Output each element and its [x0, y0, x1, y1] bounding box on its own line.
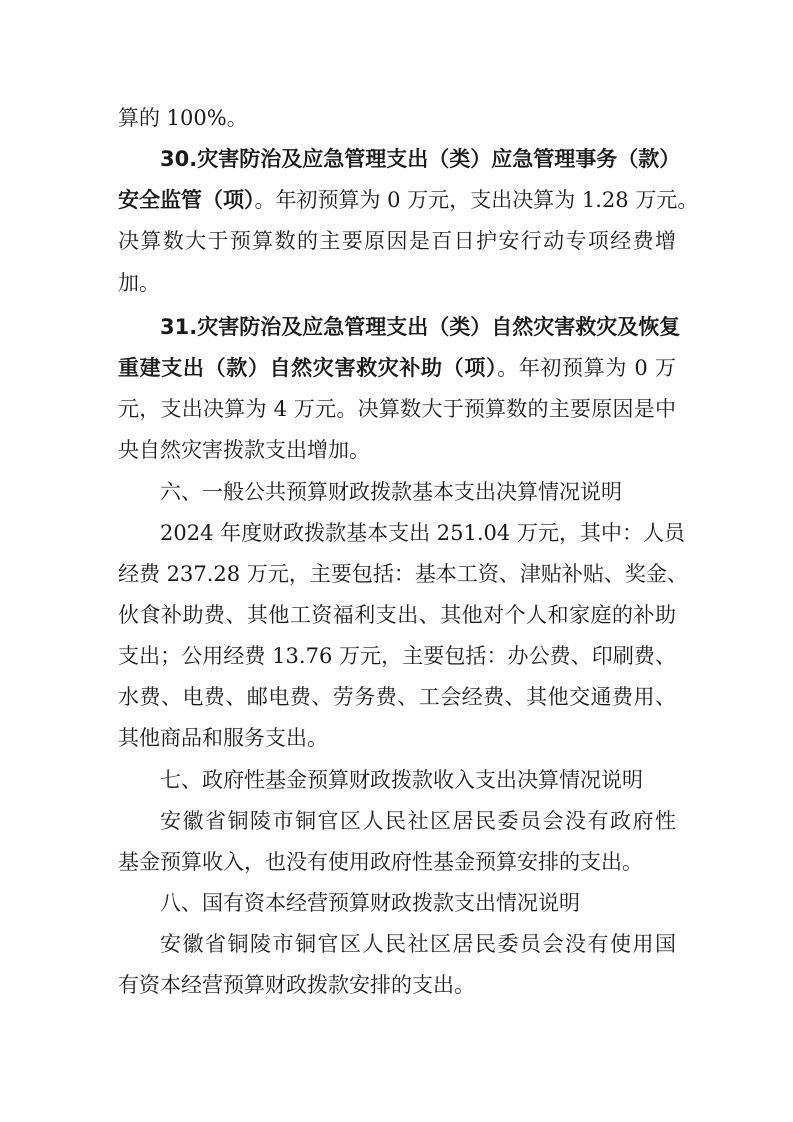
text-line [118, 682, 676, 712]
line-text: 其他商品和服务支出。 [118, 726, 328, 750]
line-text: 基金预算收入，也没有使用政府性基金预算安排的支出。 [118, 850, 643, 874]
bold-heading: 重建支出（款）自然灾害救灾补助（项） [118, 356, 498, 380]
line-text: 安徽省铜陵市铜官区人民社区居民委员会没有政府性 [160, 809, 676, 833]
text-line [118, 600, 676, 630]
text-line [118, 394, 676, 424]
line-text: 算的 100%。 [118, 106, 248, 130]
text-line [160, 518, 685, 548]
line-text: 。年初预算为 0 万 [497, 356, 676, 380]
bold-heading: 30.灾害防治及应急管理支出（类）应急管理事务（款） [160, 147, 681, 171]
line-text: 有资本经营预算财政拨款安排的支出。 [118, 973, 475, 997]
line-text: 央自然灾害拨款支出增加。 [118, 438, 370, 462]
line-text: 。年初预算为 0 万元，支出决算为 1.28 万元。 [254, 188, 699, 212]
text-line [160, 929, 676, 959]
text-line [118, 268, 676, 298]
line-text: 经费 237.28 万元，主要包括：基本工资、津贴补贴、奖金、 [118, 562, 688, 586]
text-line [118, 723, 676, 753]
text-line [160, 477, 676, 507]
line-text: 安徽省铜陵市铜官区人民社区居民委员会没有使用国 [160, 932, 676, 956]
bold-heading: 安全监管（项） [118, 188, 255, 212]
line-text: 八、国有资本经营预算财政拨款支出情况说明 [160, 891, 580, 915]
text-line [118, 435, 676, 465]
line-text: 六、一般公共预算财政拨款基本支出决算情况说明 [160, 480, 622, 504]
line-text: 水费、电费、邮电费、劳务费、工会经费、其他交通费用、 [118, 685, 676, 709]
text-line [160, 765, 676, 795]
text-line [118, 559, 688, 589]
text-line [118, 353, 676, 383]
text-line [118, 970, 676, 1000]
text-line [118, 847, 676, 877]
text-line [118, 103, 676, 133]
bold-heading: 31.灾害防治及应急管理支出（类）自然灾害救灾及恢复 [160, 315, 681, 339]
line-text: 七、政府性基金预算财政拨款收入支出决算情况说明 [160, 768, 643, 792]
text-line [118, 641, 676, 671]
text-line [118, 185, 699, 215]
text-line [160, 806, 676, 836]
text-line [160, 888, 676, 918]
text-line [160, 312, 681, 342]
line-text: 决算数大于预算数的主要原因是百日护安行动专项经费增 [118, 229, 676, 253]
line-text: 加。 [118, 271, 160, 295]
line-text: 伙食补助费、其他工资福利支出、其他对个人和家庭的补助 [118, 603, 676, 627]
text-line [118, 226, 676, 256]
line-text: 支出；公用经费 13.76 万元，主要包括：办公费、印刷费、 [118, 644, 676, 668]
line-text: 2024 年度财政拨款基本支出 251.04 万元，其中：人员 [160, 521, 685, 545]
text-line [160, 144, 681, 174]
line-text: 元，支出决算为 4 万元。决算数大于预算数的主要原因是中 [118, 397, 676, 421]
